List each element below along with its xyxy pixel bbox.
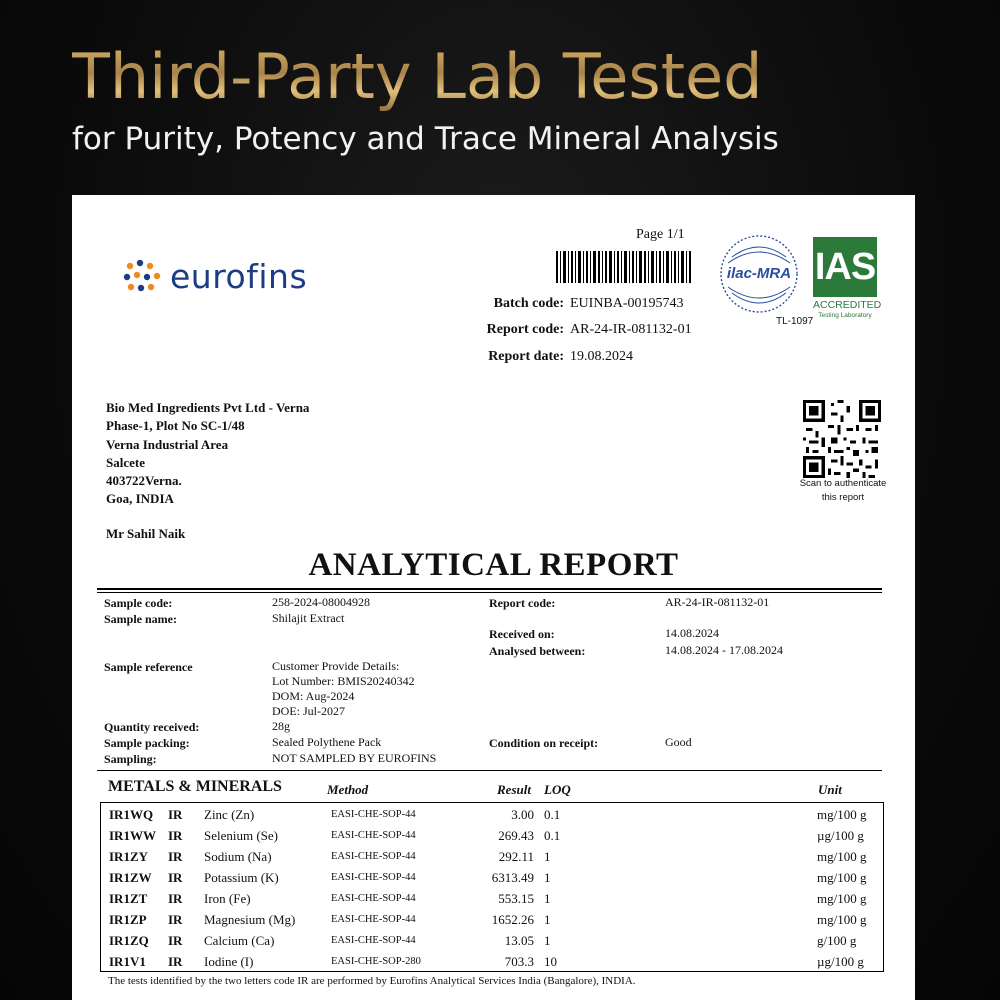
loq-value: 0.1 bbox=[544, 807, 561, 822]
method-header: Method bbox=[327, 782, 369, 797]
loq-value: 1 bbox=[544, 933, 551, 948]
condition-label: Condition on receipt: bbox=[489, 736, 599, 750]
lab-code: IR bbox=[168, 933, 183, 948]
unit-value: mg/100 g bbox=[817, 849, 867, 864]
lab-code: IR bbox=[168, 912, 183, 927]
report-code-label: Report code: bbox=[486, 322, 564, 337]
section-title: METALS & MINERALS bbox=[108, 778, 282, 795]
result-value: 269.43 bbox=[498, 828, 534, 843]
loq-value: 1 bbox=[544, 912, 551, 927]
loq-value: 0.1 bbox=[544, 828, 561, 843]
sampling-label: Sampling: bbox=[104, 752, 157, 766]
report-code-value: AR-24-IR-081132-01 bbox=[570, 322, 692, 337]
title-rule-thin bbox=[97, 592, 882, 593]
lab-code: IR bbox=[168, 891, 183, 906]
result-value: 6313.49 bbox=[491, 870, 534, 885]
lab-code: IR bbox=[168, 828, 183, 843]
ilac-code: TL-1097 bbox=[776, 316, 814, 327]
batch-code-row bbox=[484, 296, 684, 312]
quantity-value: 28g bbox=[272, 719, 290, 733]
packing-value: Sealed Polythene Pack bbox=[272, 735, 382, 749]
analyte-name: Sodium (Na) bbox=[204, 849, 272, 864]
lab-code: IR bbox=[168, 849, 183, 864]
address-line: Goa, INDIA bbox=[106, 491, 174, 507]
method-code: EASI-CHE-SOP-44 bbox=[331, 935, 416, 946]
analyte-name: Iron (Fe) bbox=[204, 891, 251, 906]
sampling-value: NOT SAMPLED BY EUROFINS bbox=[272, 751, 437, 765]
report-date-row bbox=[484, 349, 633, 365]
received-value: 14.08.2024 bbox=[665, 626, 719, 640]
sample-code-label: Sample code: bbox=[104, 596, 173, 610]
reference-line: Customer Provide Details: bbox=[272, 659, 400, 673]
ias-accredited-icon: IAS bbox=[813, 237, 877, 297]
test-code: IR1ZQ bbox=[109, 933, 149, 948]
test-code: IR1WQ bbox=[109, 807, 154, 822]
ias-accredited-text: ACCREDITED bbox=[813, 299, 882, 311]
test-code: IR1ZW bbox=[109, 870, 152, 885]
batch-code-label: Batch code: bbox=[493, 296, 564, 311]
unit-value: mg/100 g bbox=[817, 807, 867, 822]
table-row bbox=[101, 826, 885, 847]
barcode-icon bbox=[556, 251, 691, 283]
lab-code: IR bbox=[168, 954, 183, 969]
report-title: ANALYTICAL REPORT bbox=[308, 547, 679, 583]
analysed-value: 14.08.2024 - 17.08.2024 bbox=[665, 643, 783, 657]
analyte-name: Zinc (Zn) bbox=[204, 807, 255, 822]
sample-code-value: 258-2024-08004928 bbox=[272, 595, 370, 609]
method-code: EASI-CHE-SOP-44 bbox=[331, 872, 416, 883]
analyte-name: Potassium (K) bbox=[204, 870, 279, 885]
reference-line: Lot Number: BMIS20240342 bbox=[272, 674, 415, 688]
sample-report-code-label: Report code: bbox=[489, 596, 556, 610]
reference-line: DOE: Jul-2027 bbox=[272, 704, 345, 718]
loq-value: 1 bbox=[544, 870, 551, 885]
method-code: EASI-CHE-SOP-44 bbox=[331, 830, 416, 841]
table-row bbox=[101, 889, 885, 910]
result-value: 13.05 bbox=[504, 933, 534, 948]
table-row bbox=[101, 931, 885, 952]
address-line: Verna Industrial Area bbox=[106, 436, 229, 452]
contact-person: Mr Sahil Naik bbox=[106, 526, 186, 541]
ias-subtext: Testing Laboratory bbox=[818, 312, 872, 319]
sample-name-value: Shilajit Extract bbox=[272, 611, 345, 625]
unit-value: mg/100 g bbox=[817, 870, 867, 885]
unit-value: mg/100 g bbox=[817, 912, 867, 927]
address-line: 403722Verna. bbox=[106, 473, 182, 489]
loq-value: 1 bbox=[544, 849, 551, 864]
eurofins-logo-icon bbox=[122, 258, 162, 296]
table-row bbox=[101, 910, 885, 931]
quantity-label: Quantity received: bbox=[104, 720, 200, 734]
address-line: Salcete bbox=[106, 454, 145, 470]
report-date-label: Report date: bbox=[488, 349, 564, 364]
test-code: IR1ZY bbox=[109, 849, 149, 864]
hero-subtitle: for Purity, Potency and Trace Mineral Analysis bbox=[72, 121, 779, 157]
hero-title: Third-Party Lab Tested bbox=[72, 40, 763, 113]
qr-caption-line: Scan to authenticate bbox=[799, 478, 887, 489]
method-code: EASI-CHE-SOP-44 bbox=[331, 851, 416, 862]
method-code: EASI-CHE-SOP-44 bbox=[331, 914, 416, 925]
batch-code-value: EUINBA-00195743 bbox=[570, 296, 684, 311]
brand-name: eurofins bbox=[170, 257, 308, 296]
unit-value: µg/100 g bbox=[817, 954, 864, 969]
table-row bbox=[101, 952, 885, 973]
title-rule bbox=[97, 588, 882, 590]
table-row bbox=[101, 868, 885, 889]
result-value: 1652.26 bbox=[491, 912, 534, 927]
test-code: IR1ZP bbox=[109, 912, 147, 927]
condition-value: Good bbox=[665, 735, 692, 749]
sample-report-code-value: AR-24-IR-081132-01 bbox=[665, 595, 770, 609]
report-date-value: 19.08.2024 bbox=[570, 349, 633, 364]
unit-value: g/100 g bbox=[817, 933, 857, 948]
result-value: 703.3 bbox=[504, 954, 534, 969]
method-code: EASI-CHE-SOP-44 bbox=[331, 809, 416, 820]
unit-value: mg/100 g bbox=[817, 891, 867, 906]
method-code: EASI-CHE-SOP-44 bbox=[331, 893, 416, 904]
lab-code: IR bbox=[168, 807, 183, 822]
analyte-name: Magnesium (Mg) bbox=[204, 912, 296, 927]
result-value: 553.15 bbox=[498, 891, 534, 906]
report-code-row bbox=[484, 322, 692, 338]
address-line: Bio Med Ingredients Pvt Ltd - Verna bbox=[106, 400, 310, 415]
result-header: Result bbox=[497, 782, 531, 797]
sample-reference-label: Sample reference bbox=[104, 660, 193, 674]
page-number: Page 1/1 bbox=[636, 227, 685, 242]
reference-line: DOM: Aug-2024 bbox=[272, 689, 355, 703]
unit-header: Unit bbox=[818, 782, 842, 797]
result-value: 3.00 bbox=[511, 807, 534, 822]
section-rule bbox=[97, 770, 882, 771]
method-code: EASI-CHE-SOP-280 bbox=[331, 956, 421, 967]
analysed-label: Analysed between: bbox=[489, 644, 586, 658]
qr-caption bbox=[788, 477, 898, 505]
eurofins-logo bbox=[122, 257, 307, 296]
qr-caption-line: this report bbox=[821, 492, 865, 503]
loq-value: 1 bbox=[544, 891, 551, 906]
lab-code: IR bbox=[168, 870, 183, 885]
analyte-name: Selenium (Se) bbox=[204, 828, 279, 843]
loq-value: 10 bbox=[544, 954, 557, 969]
loq-header: LOQ bbox=[544, 782, 571, 797]
customer-address bbox=[106, 399, 309, 509]
report-document bbox=[72, 195, 915, 1000]
ilac-mra-icon bbox=[718, 233, 800, 315]
test-code: IR1V1 bbox=[109, 954, 146, 969]
qr-code-icon[interactable] bbox=[803, 400, 881, 478]
svg-text:ilac-MRA: ilac-MRA bbox=[726, 265, 792, 282]
analyte-name: Calcium (Ca) bbox=[204, 933, 275, 948]
sample-name-label: Sample name: bbox=[104, 612, 177, 626]
unit-value: µg/100 g bbox=[817, 828, 864, 843]
test-code: IR1ZT bbox=[109, 891, 148, 906]
table-row bbox=[101, 847, 885, 868]
footnote: The tests identified by the two letters code IR are performed by Eurofins Analytical Services India (Bangalore), INDIA. bbox=[108, 975, 636, 987]
result-value: 292.11 bbox=[498, 849, 534, 864]
analyte-name: Iodine (I) bbox=[204, 954, 254, 969]
packing-label: Sample packing: bbox=[104, 736, 190, 750]
results-table bbox=[100, 802, 884, 972]
test-code: IR1WW bbox=[109, 828, 156, 843]
received-label: Received on: bbox=[489, 627, 555, 641]
address-line: Phase-1, Plot No SC-1/48 bbox=[106, 418, 245, 434]
table-row bbox=[101, 805, 885, 826]
